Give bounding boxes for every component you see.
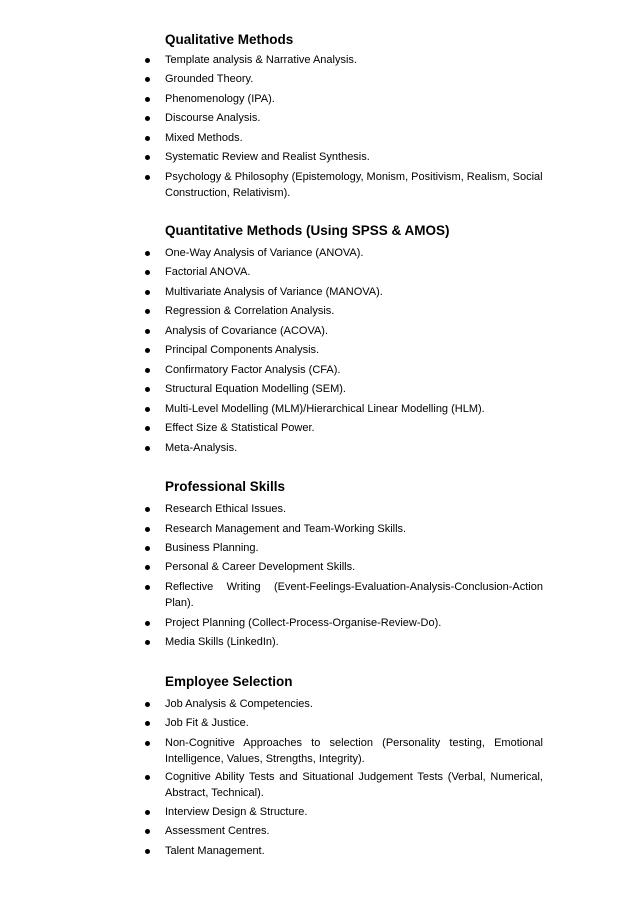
section-heading-employee-selection: Employee Selection [165,674,293,689]
bullet [145,621,150,626]
list-item: Reflective Writing (Event-Feelings-Evaluation-Analysis-Conclusion-Action Plan). [165,581,543,609]
bullet [145,136,150,141]
bullet [145,77,150,82]
bullet [145,810,150,815]
list-item: Job Fit & Justice. [165,717,249,729]
bullet [145,270,150,275]
list-item: Meta-Analysis. [165,442,238,454]
bullet [145,527,150,532]
bullet [145,155,150,160]
list-item: Multivariate Analysis of Variance (MANOVA). [165,286,383,298]
bullet [145,329,150,334]
section-heading-qualitative: Qualitative Methods [165,32,294,47]
bullet [145,507,150,512]
bullet [145,387,150,392]
list-item: One-Way Analysis of Variance (ANOVA). [165,247,364,259]
list-item: Grounded Theory. [165,73,254,85]
bullet [145,251,150,256]
list-item: Talent Management. [165,845,265,857]
list-item: Principal Components Analysis. [165,344,320,356]
bullet [145,775,150,780]
list-item: Psychology & Philosophy (Epistemology, Monism, Positivism, Realism, Social Construction, Relativism). [165,171,543,199]
bullet [145,702,150,707]
list-item: Discourse Analysis. [165,112,261,124]
bullet [145,368,150,373]
bullet [145,546,150,551]
bullet [145,58,150,63]
list-item: Phenomenology (IPA). [165,93,275,105]
bullet [145,348,150,353]
bullet [145,407,150,412]
bullet [145,741,150,746]
list-item: Job Analysis & Competencies. [165,698,313,710]
bullet [145,426,150,431]
bullet [145,565,150,570]
list-item: Cognitive Ability Tests and Situational Judgement Tests (Verbal, Numerical, Abstract, Technical). [165,771,543,799]
bullet [145,97,150,102]
list-item: Mixed Methods. [165,132,243,144]
list-item: Research Ethical Issues. [165,503,287,515]
bullet [145,829,150,834]
list-item: Media Skills (LinkedIn). [165,636,279,648]
bullet [145,446,150,451]
list-item: Interview Design & Structure. [165,806,308,818]
list-item: Structural Equation Modelling (SEM). [165,383,346,395]
section-heading-quantitative: Quantitative Methods (Using SPSS & AMOS) [165,223,450,238]
list-item: Research Management and Team-Working Skills. [165,523,407,535]
list-item: Project Planning (Collect-Process-Organise-Review-Do). [165,617,442,629]
list-item: Analysis of Covariance (ACOVA). [165,325,329,337]
list-item: Personal & Career Development Skills. [165,561,356,573]
bullet [145,849,150,854]
list-item: Multi-Level Modelling (MLM)/Hierarchical Linear Modelling (HLM). [165,403,485,415]
list-item: Effect Size & Statistical Power. [165,422,315,434]
list-item: Factorial ANOVA. [165,266,251,278]
list-item: Assessment Centres. [165,825,270,837]
bullet [145,585,150,590]
bullet [145,290,150,295]
bullet [145,309,150,314]
section-heading-professional-skills: Professional Skills [165,479,286,494]
bullet [145,721,150,726]
list-item: Confirmatory Factor Analysis (CFA). [165,364,341,376]
list-item: Systematic Review and Realist Synthesis. [165,151,370,163]
list-item: Non-Cognitive Approaches to selection (Personality testing, Emotional Intelligence, Values, Strengths, Integrity). [165,737,543,765]
bullet [145,116,150,121]
bullet [145,175,150,180]
list-item: Business Planning. [165,542,259,554]
bullet [145,640,150,645]
list-item: Regression & Correlation Analysis. [165,305,335,317]
list-item: Template analysis & Narrative Analysis. [165,54,357,66]
